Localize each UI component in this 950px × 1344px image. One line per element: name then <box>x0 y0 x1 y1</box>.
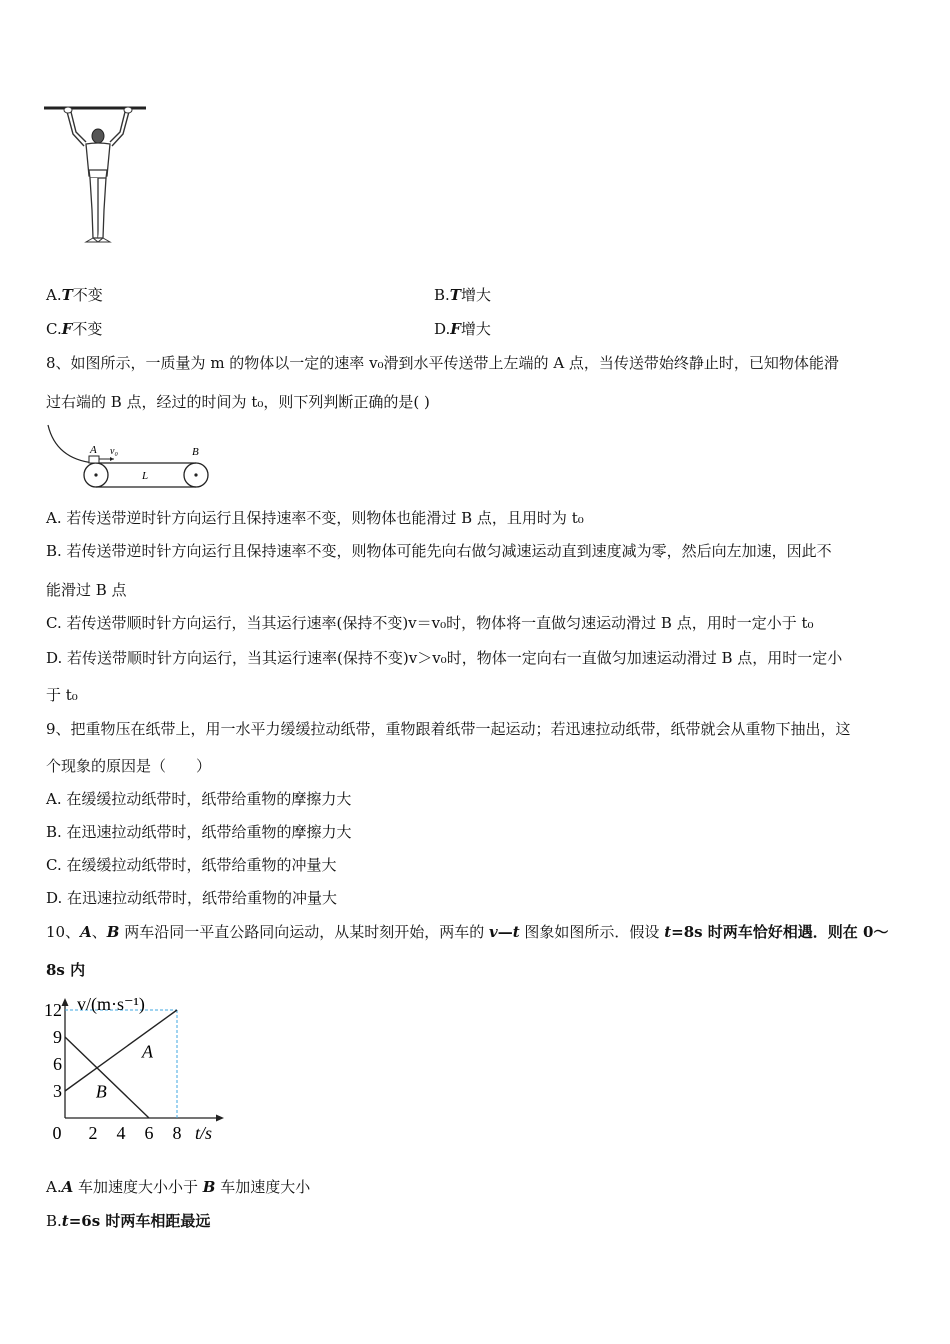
q9-option-b: B. 在迅速拉动纸带时，纸带给重物的摩擦力大 <box>46 823 352 841</box>
q10-dash: — <box>497 923 513 941</box>
q8-option-a: A. 若传送带逆时针方向运行且保持速率不变，则物体也能滑过 B 点，且用时为 t₀ <box>46 509 584 527</box>
q9-option-d: D. 在迅速拉动纸带时，纸带给重物的冲量大 <box>46 889 338 907</box>
q10-text-mid: 两车沿同一平直公路同向运动，从某时刻开始，两车的 <box>119 923 489 941</box>
q9-stem-line2: 个现象的原因是（ ） <box>46 757 212 775</box>
q9-option-a: A. 在缓缓拉动纸带时，纸带给重物的摩擦力大 <box>46 790 352 808</box>
q7-option-b-text: 增大 <box>460 286 491 304</box>
conveyor-label-b: B <box>192 446 199 458</box>
series-label-a: A <box>142 1041 153 1062</box>
conveyor-label-l: L <box>142 470 149 482</box>
vt-chart <box>40 990 240 1150</box>
series-line-b <box>65 1037 149 1118</box>
q9-option-c: C. 在缓缓拉动纸带时，纸带给重物的冲量大 <box>46 856 337 874</box>
x-tick-label: 0 <box>52 1123 62 1143</box>
q8-option-d-line2: 于 t₀ <box>46 686 78 704</box>
x-tick-label: 6 <box>144 1123 154 1143</box>
q10-option-b-var-t: t <box>61 1212 69 1230</box>
y-tick-label: 12 <box>44 1000 62 1020</box>
q8-option-c: C. 若传送带顺时针方向运行，当其运行速率(保持不变)v＝v₀时，物体将一直做匀速运动滑过 B 点，用时一定小于 t₀ <box>46 614 814 632</box>
q10-var-a: A <box>80 923 92 941</box>
q10-var-t2: t <box>664 923 672 941</box>
q8-option-d-line1: D. 若传送带顺时针方向运行，当其运行速率(保持不变)v＞v₀时，物体一定向右一直做匀加速运动滑过 B 点，用时一定小 <box>46 649 843 667</box>
x-axis-arrow <box>216 1115 224 1122</box>
q7-option-c-letter: C. <box>46 320 62 338</box>
q7-option-a-text: 不变 <box>72 286 103 304</box>
q7-option-a <box>46 285 103 305</box>
y-axis-arrow <box>62 998 69 1006</box>
q10-number: 10、 <box>46 923 81 941</box>
q10-option-b-letter: B. <box>46 1212 62 1230</box>
y-tick-label: 3 <box>53 1081 62 1101</box>
conveyor-label-v0: v₀ <box>110 446 118 457</box>
q10-option-a-var-a: A <box>61 1178 74 1196</box>
conveyor-belt-figure <box>44 423 214 493</box>
q8-stem-line2: 过右端的 B 点，经过的时间为 t₀，则下列判断正确的是( ) <box>46 393 430 411</box>
q7-option-b <box>434 285 491 305</box>
q9-stem-line1: 9、把重物压在纸带上，用一水平力缓缓拉动纸带，重物跟着纸带一起运动；若迅速拉动纸带，纸带就会从重物下抽出，这 <box>46 720 851 738</box>
q10-stem-line2: 8s 内 <box>46 961 86 979</box>
q10-option-a-var-b: B <box>202 1178 216 1196</box>
q10-stem-line1 <box>46 922 888 942</box>
series-label-b: B <box>95 1081 107 1102</box>
q7-option-d-letter: D. <box>434 320 451 338</box>
q10-sep: 、 <box>91 923 107 941</box>
q10-text-mid2: 图象如图所示．假设 <box>519 923 665 941</box>
q10-var-b: B <box>106 923 120 941</box>
q10-var-t: t <box>512 923 520 941</box>
q7-option-b-letter: B. <box>434 286 450 304</box>
x-tick-label: 4 <box>116 1123 126 1143</box>
q8-stem-line1: 8、如图所示，一质量为 m 的物体以一定的速率 v₀滑到水平传送带上左端的 A 点，当传送带始终静止时，已知物体能滑 <box>46 354 839 372</box>
q10-option-b <box>46 1211 210 1231</box>
q7-option-b-var: T <box>449 286 461 304</box>
q7-option-c <box>46 319 102 339</box>
q10-option-a <box>46 1177 310 1197</box>
q7-option-d <box>434 319 491 339</box>
q10-var-v: v <box>488 923 498 941</box>
conveyor-label-a: A <box>90 444 97 456</box>
q7-option-d-var: F <box>450 320 461 338</box>
x-tick-label: 8 <box>172 1123 182 1143</box>
y-tick-label: 6 <box>53 1054 62 1074</box>
q8-option-b-line2: 能滑过 B 点 <box>46 581 127 599</box>
series-line-a <box>65 1010 177 1091</box>
x-axis-label: t/s <box>195 1123 213 1143</box>
q7-option-d-text: 增大 <box>460 320 491 338</box>
y-axis-label: v/(m·s⁻¹) <box>77 994 145 1014</box>
q10-option-a-letter: A. <box>46 1178 62 1196</box>
hanging-man-figure <box>40 98 152 250</box>
q7-option-c-text: 不变 <box>72 320 103 338</box>
q10-text-end: =8s 时两车恰好相遇．则在 0～ <box>671 923 889 941</box>
q10-option-a-mid: 车加速度大小小于 <box>73 1178 203 1196</box>
q7-option-a-letter: A. <box>46 286 62 304</box>
q7-option-c-var: F <box>61 320 73 338</box>
y-tick-label: 9 <box>53 1027 62 1047</box>
q10-option-a-end: 车加速度大小 <box>215 1178 311 1196</box>
q7-option-a-var: T <box>61 286 73 304</box>
x-tick-label: 2 <box>88 1123 98 1143</box>
q8-option-b-line1: B. 若传送带逆时针方向运行且保持速率不变，则物体可能先向右做匀减速运动直到速度减为零，然后向左加速，因此不 <box>46 542 832 560</box>
q10-option-b-end: =6s 时两车相距最远 <box>68 1212 211 1230</box>
